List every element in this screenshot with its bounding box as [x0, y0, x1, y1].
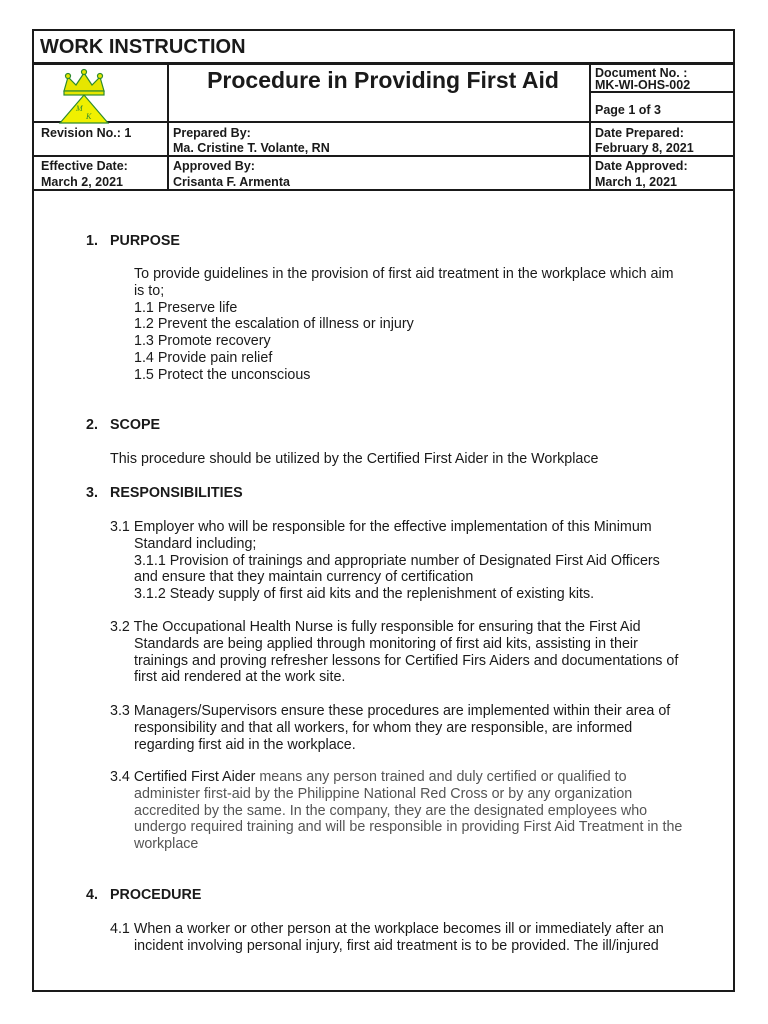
document-no-label: Document No. :	[595, 66, 688, 80]
date-approved-value: March 1, 2021	[595, 175, 677, 189]
section-heading-procedure: 4. PROCEDURE	[86, 887, 202, 903]
section-heading-purpose: 1. PURPOSE	[86, 233, 180, 249]
section-heading-responsibilities: 3. RESPONSIBILITIES	[86, 485, 243, 501]
purpose-text: To provide guidelines in the provision of first aid treatment in the workplace which aim is to; 1.1 Preserve life 1.2 Prevent the escalation of illness or injury 1.3 Promote recovery 1.4 Provide pain relief 1.5 Protect the unconscious	[134, 266, 674, 383]
document-no-value: MK-WI-OHS-002	[595, 78, 691, 92]
responsibility-3-1: 3.1 Employer who will be responsible for the effective implementation of this Minimum Standard including; 3.1.1 Provision of trainings and appropriate number of Designated First Aid Officers and ensure that they maintain currency of certification 3.1.2 Steady supply of first aid kits and the replenishment of existing kits.	[110, 519, 660, 603]
scope-text: This procedure should be utilized by the Certified First Aider in the Workplace	[110, 451, 599, 467]
effective-date-value: March 2, 2021	[41, 175, 123, 189]
responsibility-3-3: 3.3 Managers/Supervisors ensure these procedures are implemented within their area of responsibility and that all workers, for whom they are responsible, are informed regarding first aid in the workplace.	[110, 703, 671, 753]
revision-no: Revision No.: 1	[41, 126, 132, 140]
effective-date-label: Effective Date:	[41, 159, 128, 173]
document-title: Procedure in Providing First Aid	[207, 67, 559, 93]
responsibility-3-4: 3.4 Certified First Aider means any person trained and duly certified or qualified to administer first-aid by the Philippine National Red Cross or by any organization accredited by the same. In the company, they are the designated employees who undergo required training and will be responsible in providing First Aid Treatment in the workplace	[110, 769, 683, 853]
list-item: 1.5 Protect the unconscious	[134, 366, 311, 383]
responsibility-3-2: 3.2 The Occupational Health Nurse is fully responsible for ensuring that the First Aid Standards are being applied through monitoring of first aid kits, assisting in their trainings and proving refresher lessons for Certified Firs Aiders and documentations of first aid rendered at the work site.	[110, 619, 679, 686]
list-item: 1.3 Promote recovery	[134, 333, 271, 350]
list-item: 1.2 Prevent the escalation of illness or injury	[134, 316, 414, 333]
header-title-row	[34, 31, 733, 63]
date-approved-label: Date Approved:	[595, 159, 688, 173]
list-item: 1.1 Preserve life	[134, 299, 238, 316]
section-heading-scope: 2. SCOPE	[86, 417, 161, 433]
logo-letter-m: M	[76, 104, 83, 113]
logo-letter-k: K	[86, 112, 92, 121]
approved-by-label: Approved By:	[173, 159, 255, 173]
company-logo-icon	[54, 67, 114, 127]
date-prepared-label: Date Prepared:	[595, 126, 684, 140]
prepared-by-name: Ma. Cristine T. Volante, RN	[173, 141, 330, 155]
date-prepared-value: February 8, 2021	[595, 141, 694, 155]
page-number: Page 1 of 3	[595, 103, 661, 117]
document-page	[32, 29, 735, 992]
work-instruction-label: WORK INSTRUCTION	[40, 36, 246, 58]
list-item: 1.4 Provide pain relief	[134, 349, 273, 366]
prepared-by-label: Prepared By:	[173, 126, 251, 140]
approved-by-name: Crisanta F. Armenta	[173, 175, 290, 189]
procedure-4-1: 4.1 When a worker or other person at the workplace becomes ill or immediately after an incident involving personal injury, first aid treatment is to be provided. The ill/injured	[110, 921, 664, 954]
